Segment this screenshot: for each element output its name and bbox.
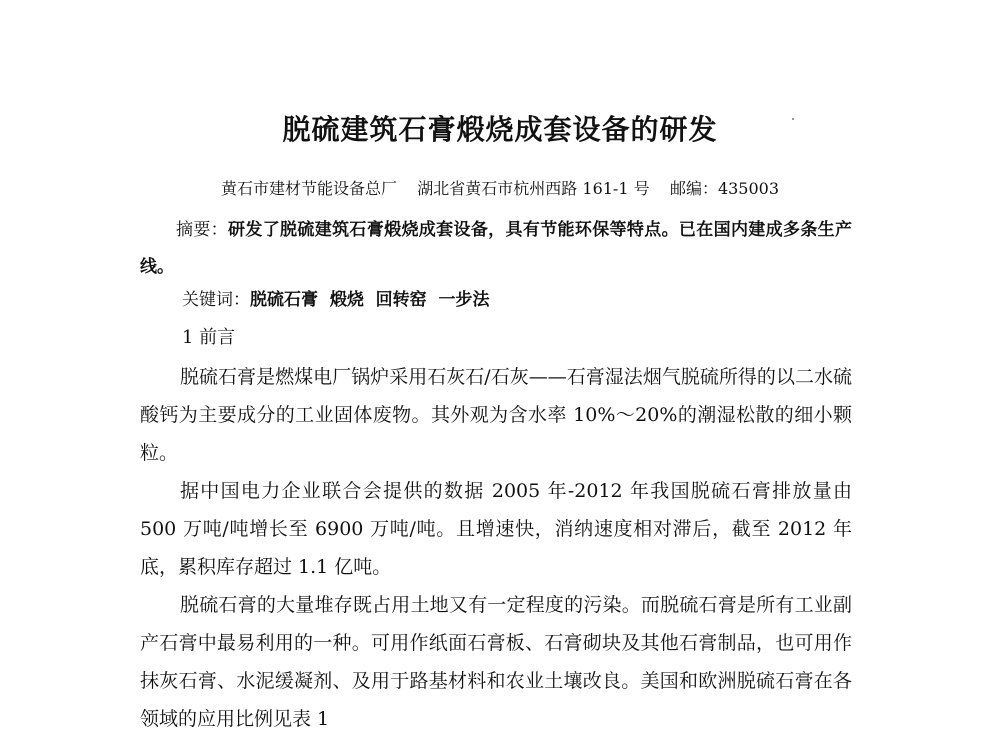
affiliation-line: 黄石市建材节能设备总厂 湖北省黄石市杭州西路 161-1 号 邮编：435003 — [220, 179, 780, 198]
body-paragraph: 脱硫石膏的大量堆存既占用土地又有一定程度的污染。而脱硫石膏是所有工业副产石膏中最易利用的一种。可用作纸面石膏板、石膏砌块及其他石膏制品，也可用作抹灰石膏、水泥缓凝剂、及用于路基材料和农业土壤改良。美国和欧洲脱硫石膏在各领域的应用比例见表 1 — [140, 594, 852, 730]
abstract-label: 摘要： — [176, 220, 229, 240]
body-paragraph: 据中国电力企业联合会提供的数据 2005 年-2012 年我国脱硫石膏排放量由 500 万吨/吨增长至 6900 万吨/吨。且增速快，消纳速度相对滞后，截至 2012 年底，累积库存超过 1.1 亿吨。 — [140, 480, 852, 578]
keywords — [182, 285, 490, 315]
body-paragraph: 脱硫石膏是燃煤电厂锅炉采用石灰石/石灰——石膏湿法烟气脱硫所得的以二水硫酸钙为主要成分的工业固体废物。其外观为含水率 10%～20%的潮湿松散的细小颗粒。 — [140, 366, 852, 464]
keywords-label: 关键词： — [182, 290, 250, 310]
section-heading: 1 前言 — [182, 327, 236, 348]
abstract — [140, 212, 852, 286]
paper-title: 脱硫建筑石膏煅烧成套设备的研发 — [282, 113, 718, 146]
abstract-text: 研发了脱硫建筑石膏煅烧成套设备，具有节能环保等特点。已在国内建成多条生产线。 — [140, 220, 853, 277]
keywords-text: 脱硫石膏 煅烧 回转窑 一步法 — [250, 290, 490, 310]
